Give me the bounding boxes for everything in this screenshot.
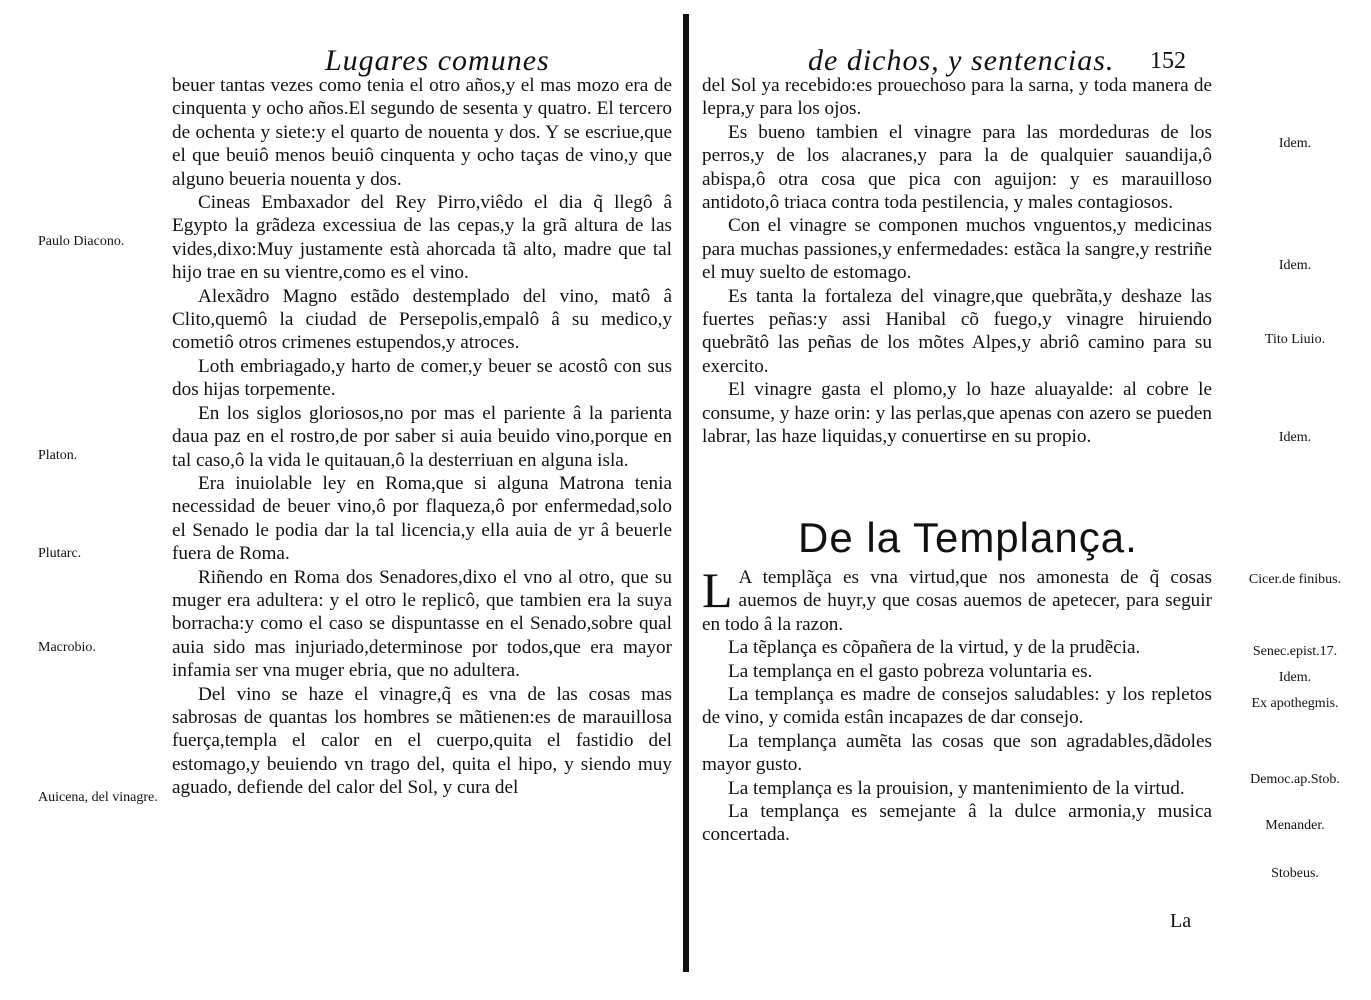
marginal-note: Platon. xyxy=(38,448,78,463)
paragraph: La templança es madre de consejos saludables: y los repletos de vino, y comida estân incapazes de dar consejo. xyxy=(702,684,1212,729)
marginal-note: Idem. xyxy=(1278,136,1312,151)
marginal-note: Macrobio. xyxy=(38,640,96,655)
paragraph-text: A templãça es vna virtud,que nos amonesta de q̃ cosas auemos de huyr,y que cosas auemos de apetecer, para seguir en todo â la razon. xyxy=(702,567,1212,635)
paragraph: beuer tantas vezes como tenia el otro años,y el mas mozo era de cinquenta y ocho años.El segundo de sesenta y quatro. El tercero de ochenta y siete:y el quarto de nouenta y dos. Y se escriue,que el que beuiô menos beuiô cinquenta y ocho taças de vino,y que alguno beueria nouenta y dos. xyxy=(172,75,672,190)
marginal-note: Stobeus. xyxy=(1271,866,1319,881)
paragraph: Riñendo en Roma dos Senadores,dixo el vno al otro, que su muger era adultera: y el otro le replicô, que tambien era la suya borracha:y como el caso se dispuntasse en el Senado,sobre qual auia sido mas injuriado,determinose por todos,que era mayor infamia ser vna muger ebria, que no adultera. xyxy=(172,566,672,682)
running-head-right: de dichos, y sentencias. xyxy=(808,44,1115,77)
paragraph: Alexãdro Magno estãdo destemplado del vino, matô â Clito,quemô la ciudad de Persepolis,empalô â su medico,y cometiô otros crimenes estupendos,y atroces. xyxy=(172,285,672,354)
section-heading: De la Templança. xyxy=(798,514,1138,561)
marginal-note: Plutarc. xyxy=(38,546,82,561)
paragraph: La tẽplança es cõpañera de la virtud, y de la prudẽcia. xyxy=(728,637,1141,659)
marginal-note: Senec.epist.17. xyxy=(1252,644,1338,659)
paragraph: Loth embriagado,y harto de comer,y beuer se acostô con sus dos hijas torpemente. xyxy=(172,355,672,401)
left-page xyxy=(0,0,683,1000)
marginal-note: Tito Liuio. xyxy=(1264,332,1326,347)
paragraph: La templança aumẽta las cosas que son agradables,dãdoles mayor gusto. xyxy=(702,730,1212,776)
marginal-note: Paulo Diacono. xyxy=(38,234,125,249)
paragraph: La templança es la prouision, y mantenimiento de la virtud. xyxy=(728,777,1185,799)
marginal-note: Democ.ap.Stob. xyxy=(1250,772,1340,787)
drop-cap: L xyxy=(702,562,733,618)
paragraph: Es bueno tambien el vinagre para las mordeduras de los perros,y de los alacranes,y para la de qualquier sauandija,ô abispa,ô otra cosa que pica con aguijon: y es marauilloso antidoto,ô triaca contra toda pestilencia, y males contagiosos. xyxy=(702,121,1212,214)
paragraph: del Sol ya recebido:es prouechoso para la sarna, y toda manera de lepra,y para los ojos. xyxy=(702,75,1212,120)
marginal-note: Idem. xyxy=(1278,670,1312,685)
paragraph: Era inuiolable ley en Roma,que si alguna Matrona tenia necessidad de beuer vino,ô por flaqueza,ô por enfermedad,solo el Senado le podia dar la tal licencia,y ella auia de yr â beuerle fuera de Roma. xyxy=(172,472,672,565)
paragraph: Del vino se haze el vinagre,q̃ es vna de las cosas mas sabrosas de quantas los hombres se mãtienen:es de marauillosa fuerça,templa el calor en el cuerpo,quita el fastidio del estomago,y beuiendo vn trago del, quita el hipo, y siendo muy aguado, defiende del calor del Sol, y cura del xyxy=(172,683,672,799)
paragraph: Con el vinagre se componen muchos vnguentos,y medicinas para muchas passiones,y enfermedades: estãca la sangre,y restriñe el muy suelto de estomago. xyxy=(702,215,1212,284)
marginal-note: Idem. xyxy=(1278,258,1312,273)
page-number: 152 xyxy=(1150,48,1186,74)
paragraph: El vinagre gasta el plomo,y lo haze aluayalde: al cobre le consume, y haze orin: y las perlas,que apenas con azero se pueden labrar, las haze liquidas,y conuertirse en su propio. xyxy=(702,379,1212,448)
marginal-note: Menander. xyxy=(1265,818,1325,833)
left-text-column xyxy=(172,74,672,800)
marginal-note: Idem. xyxy=(1278,430,1312,445)
paragraph: Es tanta la fortaleza del vinagre,que quebrãta,y deshaze las fuertes peñas:y assi Hanibal cõ fuego,y vinagre hiruiendo quebrãtô las peñas de los mõtes Alpes,y abriô camino para su exercito. xyxy=(702,285,1212,377)
paragraph: En los siglos gloriosos,no por mas el pariente â la parienta daua paz en el rostro,de por saber si auia beuido vino,porque en tal caso,ô la vida le quitauan,ô la desterriuan en alguna isla. xyxy=(172,402,672,471)
marginal-note: Auicena, del vinagre. xyxy=(38,790,158,805)
paragraph: La templança es semejante â la dulce armonia,y musica concertada. xyxy=(702,801,1212,846)
marginal-note: Ex apothegmis. xyxy=(1251,696,1339,711)
marginal-note: Cicer.de finibus. xyxy=(1248,572,1342,587)
running-head-left: Lugares comunes xyxy=(325,44,550,77)
paragraph: Cineas Embaxador del Rey Pirro,viêdo el dia q̃ llegô â Egypto la grãdeza excessiua de las cepas,y la grã altura de las vides,dixo:Muy justamente està ahorcada tã alto, madre que tal hijo trae en su vientre,como es el vino. xyxy=(172,192,672,284)
right-text-column xyxy=(702,74,1212,449)
paragraph xyxy=(702,562,1212,636)
section-text-column xyxy=(702,562,1212,847)
page-gutter xyxy=(683,14,689,972)
catchword: La xyxy=(1170,910,1192,932)
right-page xyxy=(690,0,1371,1000)
paragraph: La templança en el gasto pobreza voluntaria es. xyxy=(728,660,1093,682)
